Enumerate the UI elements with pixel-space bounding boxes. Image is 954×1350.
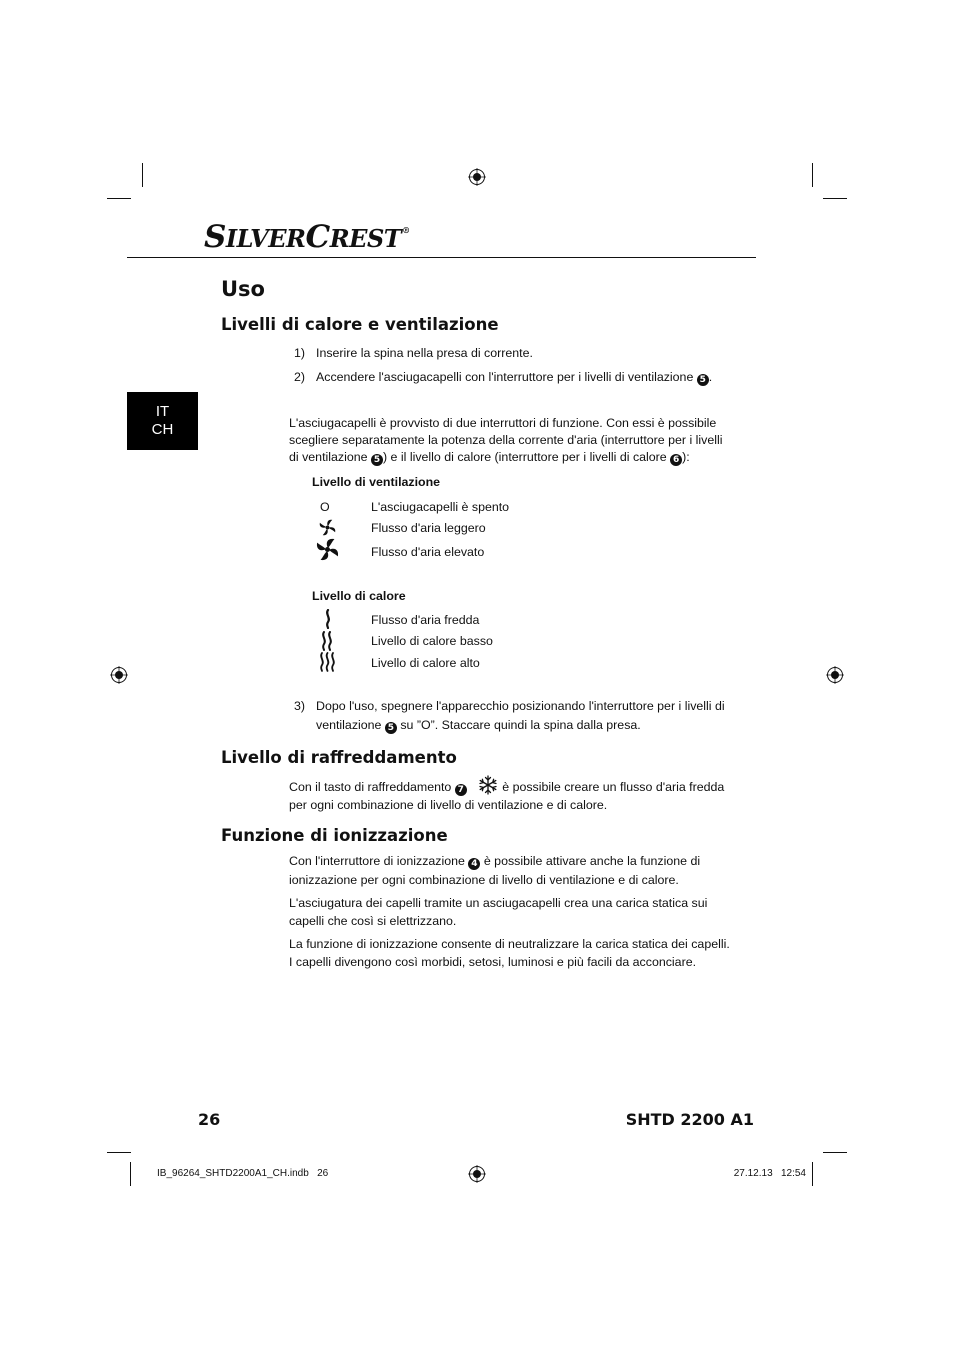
crop-mark	[823, 1152, 847, 1153]
heat-levels-title: Livello di calore	[312, 589, 406, 603]
registration-mark-icon	[110, 666, 128, 684]
slug-date: 27.12.13 12:54	[733, 1168, 806, 1179]
crop-mark	[812, 1162, 813, 1186]
brand-logo: SILVERCREST®	[204, 219, 410, 255]
heat-level-label: Livello di calore basso	[371, 634, 493, 648]
ionization-paragraph-3: La funzione di ionizzazione consente di neutralizzare la carica statica dei capelli. I capelli divengono così morbidi, setosi, luminosi e più facili da acconciare.	[289, 937, 730, 969]
registration-mark-icon	[826, 666, 844, 684]
cooling-paragraph: Con il tasto di raffreddamento 7 è possibile creare un flusso d'aria fredda per ogni combinazione di livello di ventilazione e di calore.	[289, 775, 724, 814]
heat-level-3-icon	[318, 652, 337, 672]
section-heading-heat: Livelli di calore e ventilazione	[221, 315, 499, 334]
crop-mark	[107, 198, 131, 199]
ref-badge: 5	[371, 454, 383, 466]
ref-badge: 5	[697, 374, 709, 386]
crop-mark	[107, 1152, 131, 1153]
model-number: SHTD 2200 A1	[625, 1110, 754, 1129]
language-tab: IT CH	[127, 392, 198, 450]
ref-badge: 4	[468, 858, 480, 870]
fan-level-label: Flusso d'aria leggero	[371, 521, 486, 535]
section-heading-cooling: Livello di raffreddamento	[221, 748, 457, 767]
step-2: 2) Accendere l'asciugacapelli con l'interruttore per i livelli di ventilazione 5 .	[294, 370, 713, 385]
fan-high-icon	[316, 538, 339, 561]
intro-paragraph: L'asciugacapelli è provvisto di due interruttori di funzione. Con essi è possibile scegliere separatamente la potenza della corrente d'aria (interruttore per i livelli di ventilazione 5 ) e il livello di calore (interruttore per i livelli di calore 6 ):	[289, 416, 723, 465]
page-number: 26	[198, 1110, 221, 1129]
crop-mark	[812, 163, 813, 187]
heat-level-label: Flusso d'aria fredda	[371, 613, 480, 627]
step-1: 1) Inserire la spina nella presa di corrente.	[294, 346, 533, 360]
crop-mark	[142, 163, 143, 187]
ref-badge: 6	[670, 454, 682, 466]
heat-level-2-icon	[319, 631, 335, 651]
heat-level-1-icon	[322, 609, 334, 629]
registration-mark-icon	[468, 1165, 486, 1183]
step-3: 3) Dopo l'uso, spegnere l'apparecchio posizionando l'interruttore per i livelli di ventilazione 5 su ”O”. Staccare quindi la spina dalla presa.	[294, 699, 725, 733]
ionization-paragraph-2: L'asciugatura dei capelli tramite un asciugacapelli crea una carica statica sui capelli che così si elettrizzano.	[289, 896, 708, 928]
registration-mark-icon	[468, 168, 486, 186]
crop-mark	[823, 198, 847, 199]
snowflake-icon	[478, 775, 498, 795]
fan-low-icon	[318, 518, 337, 537]
crop-mark	[130, 1162, 131, 1186]
ionization-paragraph-1: Con l'interruttore di ionizzazione 4 è possibile attivare anche la funzione di ionizzazione per ogni combinazione di livello di ventilazione e di calore.	[289, 854, 701, 887]
ref-badge: 5	[385, 722, 397, 734]
fan-levels-title: Livello di ventilazione	[312, 475, 441, 489]
page-title: Uso	[221, 277, 265, 301]
fan-off-symbol: O	[320, 500, 330, 514]
fan-level-label: L'asciugacapelli è spento	[371, 500, 510, 514]
ref-badge: 7	[455, 784, 467, 796]
fan-level-label: Flusso d'aria elevato	[371, 545, 485, 559]
heat-level-label: Livello di calore alto	[371, 656, 480, 670]
slug-file: IB_96264_SHTD2200A1_CH.indb 26	[157, 1168, 329, 1179]
header-rule	[127, 257, 756, 258]
section-heading-ionization: Funzione di ionizzazione	[221, 826, 448, 845]
